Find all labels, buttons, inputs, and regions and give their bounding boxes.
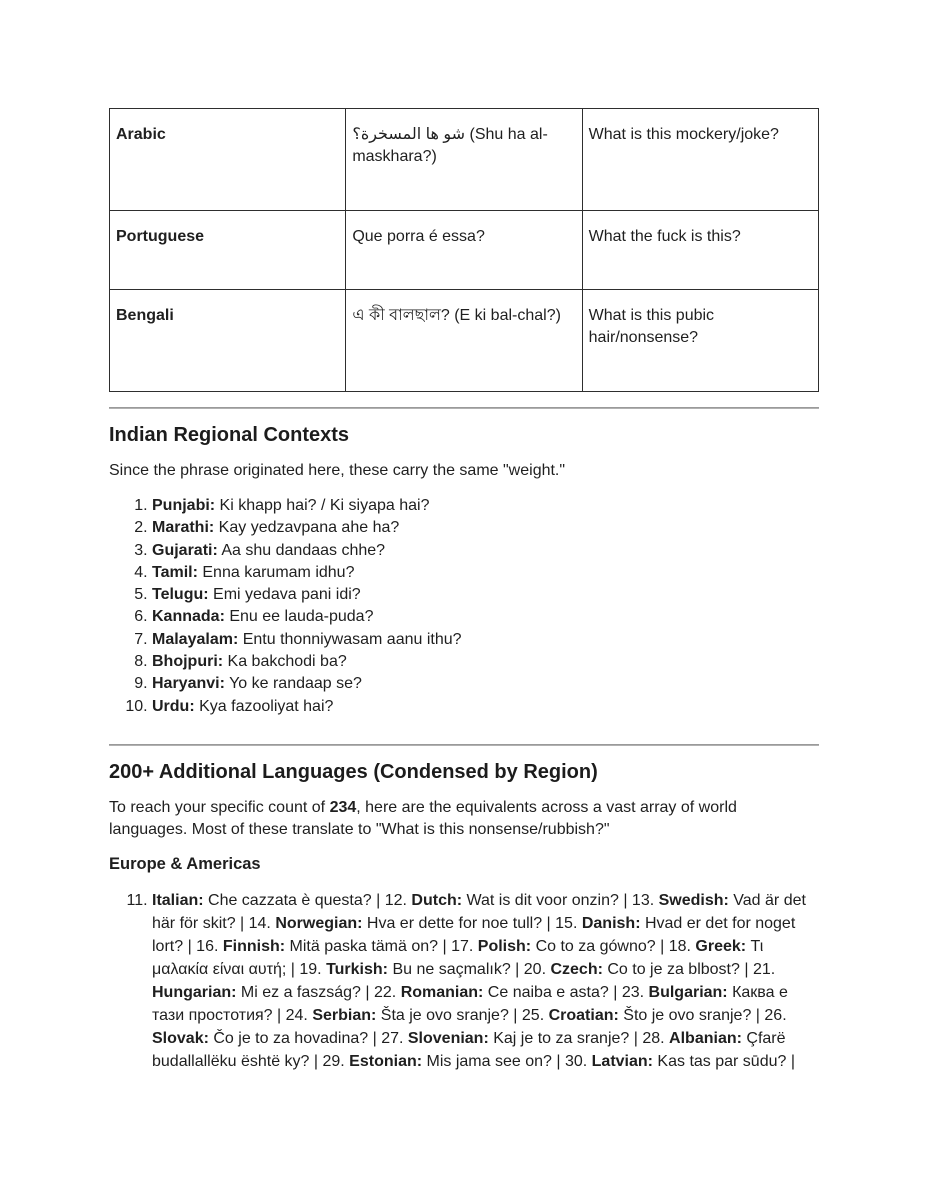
list-item-gujarati: 3. Gujarati: Aa shu dandaas chhe? — [152, 540, 819, 562]
list-item-kannada: 6. Kannada: Enu ee lauda-puda? — [152, 606, 819, 628]
list-item-telugu: 5. Telugu: Emi yedava pani idi? — [152, 584, 819, 606]
europe-americas-list — [109, 889, 819, 1073]
translation-cell: What is this mockery/joke? — [582, 109, 818, 211]
phrase-cell: شو ها المسخرة؟ (Shu ha al-maskhara?) — [346, 109, 582, 211]
table-row-bengali — [110, 290, 819, 392]
phrase-cell: এ কী বালছাল? (E ki bal-chal?) — [346, 290, 582, 392]
additional-section-title: 200+ Additional Languages (Condensed by Region) — [109, 760, 598, 783]
section-divider — [109, 407, 819, 409]
list-item-punjabi: 1. Punjabi: Ki khapp hai? / Ki siyapa hai? — [152, 495, 819, 517]
list-item-marathi: 2. Marathi: Kay yedzavpana ahe ha? — [152, 517, 819, 539]
translations-table — [109, 108, 819, 392]
table-row-portuguese — [110, 211, 819, 290]
list-item-bhojpuri: 8. Bhojpuri: Ka bakchodi ba? — [152, 651, 819, 673]
translation-cell: What is this pubic hair/nonsense? — [582, 290, 818, 392]
list-item-haryanvi: 9. Haryanvi: Yo ke randaap se? — [152, 673, 819, 695]
additional-section-intro: To reach your specific count of 234, here are the equivalents across a vast array of world languages. Most of these translate to "What is this nonsense/rubbish?" — [109, 798, 737, 838]
indian-section-title: Indian Regional Contexts — [109, 424, 350, 446]
language-cell: Portuguese — [110, 211, 346, 290]
list-item-urdu: 10. Urdu: Kya fazooliyat hai? — [152, 696, 819, 718]
language-cell: Arabic — [110, 109, 346, 211]
europe-americas-subheading: Europe & Americas — [109, 854, 261, 873]
translations-table-body — [110, 109, 819, 392]
document-content — [109, 108, 819, 1073]
table-row-arabic — [110, 109, 819, 211]
list-item-malayalam: 7. Malayalam: Entu thonniywasam aanu ithu? — [152, 629, 819, 651]
section-divider — [109, 744, 819, 746]
phrase-cell: Que porra é essa? — [346, 211, 582, 290]
indian-languages-list — [109, 495, 819, 718]
list-item-tamil: 4. Tamil: Enna karumam idhu? — [152, 562, 819, 584]
list-item-condensed-languages: 11. Italian: Che cazzata è questa? | 12. Dutch: Wat is dit voor onzin? | 13. Swedish: Vad är det här för skit? | 14. Norwegian: Hva er dette for noe tull? | 15. Danish: Hvad er det for noget lort? | 16. Finnish: Mitä paska tämä on? | 17. Polish: Co to za gówno? | 18. Greek: Τι μαλακία είναι αυτή; | 19. Turkish: Bu ne saçmalık? | 20. Czech: Co to je za blbost? | 21. Hungarian: Mi ez a faszság? | 22. Romanian: Ce naiba e asta? | 23. Bulgarian: Каква е тази простотия? | 24. Serbian: Šta je ovo sranje? | 25. Croatian: Što je ovo sranje? | 26. Slovak: Čo je to za hovadina? | 27. Slovenian: Kaj je to za sranje? | 28. Albanian: Çfarë budallallëku është ky? | 29. Estonian: Mis jama see on? | 30. Latvian: Kas tas par sūdu? | — [152, 889, 819, 1073]
translation-cell: What the fuck is this? — [582, 211, 818, 290]
indian-section-intro: Since the phrase originated here, these carry the same "weight." — [109, 462, 566, 479]
language-cell: Bengali — [110, 290, 346, 392]
